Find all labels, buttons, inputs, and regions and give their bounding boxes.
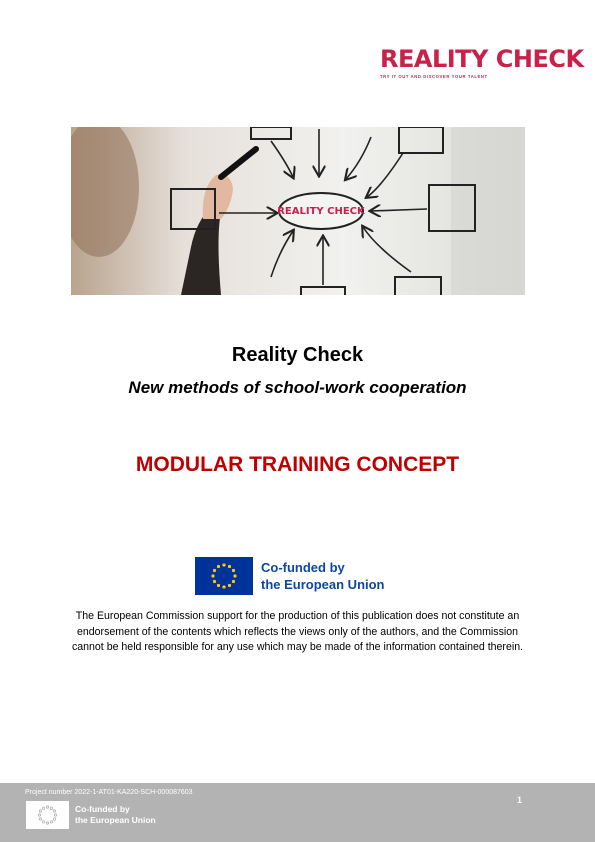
project-number: Project number 2022-1-AT01-KA220-SCH-000087603: [25, 789, 193, 796]
document-subtitle: New methods of school-work cooperation: [128, 378, 467, 397]
eu-flag-icon: [195, 557, 253, 595]
logo-wordmark: REALITY CHECK: [380, 45, 584, 73]
footer-eu-logo: [26, 801, 156, 829]
hero-image: [71, 127, 525, 295]
page-number: 1: [517, 795, 523, 805]
mindmap-illustration: [71, 127, 525, 295]
concept-heading: MODULAR TRAINING CONCEPT: [135, 453, 460, 476]
center-node-label: REALITY CHECK: [277, 206, 365, 217]
document-title: Reality Check: [231, 344, 364, 366]
eu-line2: the European Union: [261, 577, 385, 592]
footer-eu-text: [75, 804, 156, 826]
page-footer: [0, 783, 595, 842]
logo-tagline: TRY IT OUT AND DISCOVER YOUR TALENT: [380, 74, 488, 79]
footer-eu-flag-icon: [26, 801, 69, 829]
eu-cofunded-logo: [195, 556, 385, 596]
eu-cofunded-text: [261, 559, 385, 593]
footer-eu-line2: the European Union: [75, 815, 156, 825]
reality-check-logo: [380, 45, 584, 84]
footer-eu-line1: Co-funded by: [75, 804, 130, 814]
eu-line1: Co-funded by: [261, 560, 345, 575]
disclaimer-text: The European Commission support for the production of this publication does not constitute an endorsement of the contents which reflects the views only of the authors, and the Commission cannot be held responsible for any use which may be made of the information contained therein.: [71, 610, 524, 653]
